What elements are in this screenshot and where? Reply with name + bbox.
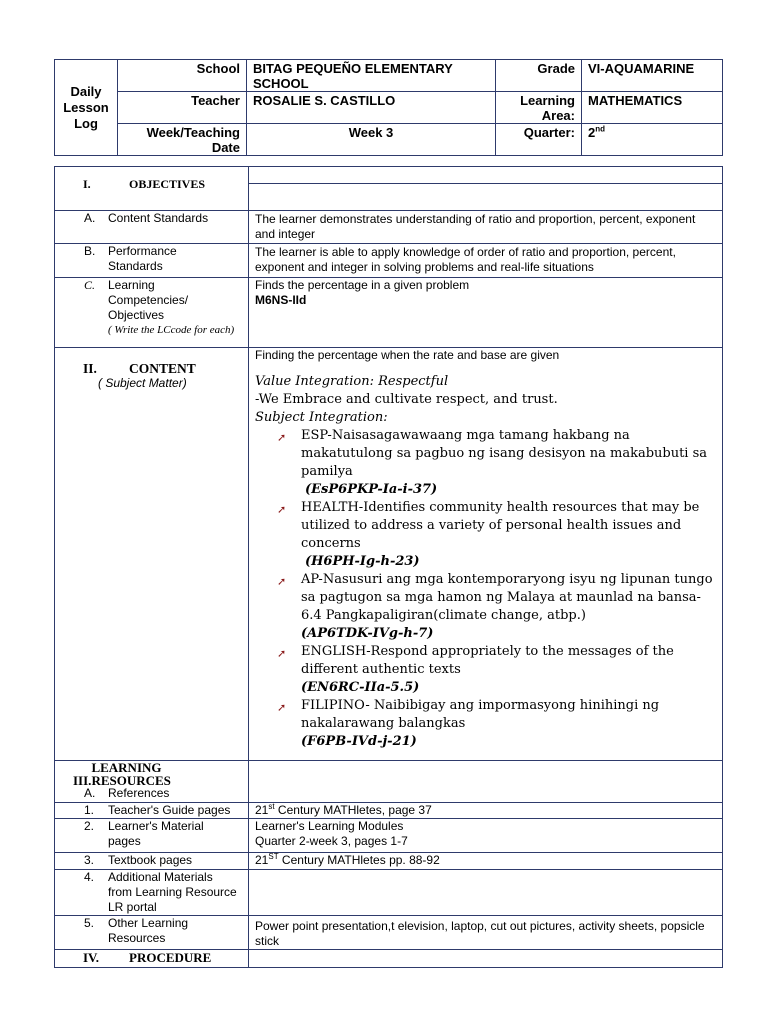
content-standards-text: The learner demonstrates understanding of ratio and proportion, percent, exponent and integer — [249, 211, 723, 244]
learners-material-number: 2. — [84, 819, 95, 833]
content-number: II. — [83, 361, 97, 376]
teachers-guide-title: Teacher's Guide pages — [108, 803, 231, 817]
textbook-edition: 21 — [255, 853, 269, 867]
list-item — [255, 697, 716, 751]
performance-standards-letter: B. — [84, 244, 96, 258]
header-table — [54, 59, 723, 156]
grade-value: VI-AQUAMARINE — [582, 60, 723, 92]
textbook-number: 3. — [84, 853, 95, 867]
performance-standards-label — [55, 244, 249, 278]
other-resources-number: 5. — [84, 916, 95, 930]
quarter-number: 2 — [588, 125, 596, 140]
competency-text: Finds the percentage in a given problem — [255, 278, 470, 292]
list-item — [255, 427, 716, 499]
references-letter: A. — [84, 786, 96, 800]
learners-material-title: Learner's Material pages — [108, 819, 204, 848]
textbook-title-text: Century MATHletes pp. 88-92 — [278, 853, 440, 867]
textbook-title: Textbook pages — [108, 853, 193, 867]
content-subtitle: ( Subject Matter) — [98, 376, 187, 390]
resources-title: LEARNING RESOURCES — [91, 760, 171, 788]
integration-code: (EN6RC-IIa-5.5) — [301, 680, 420, 695]
textbook-sup: ST — [268, 852, 279, 861]
integration-text: ENGLISH-Respond appropriately to the messages of the different authentic texts — [301, 644, 674, 677]
school-label: School — [118, 60, 247, 92]
arrow-bullet-icon: ➚ — [277, 503, 287, 516]
procedure-heading — [55, 950, 249, 968]
learners-material-line-1: Learner's Learning Modules — [255, 819, 404, 833]
value-integration: Value Integration: Respectful — [255, 374, 449, 389]
teacher-value: ROSALIE S. CASTILLO — [247, 92, 496, 124]
resources-blank — [249, 761, 723, 803]
other-resources-label — [55, 916, 249, 950]
teachers-guide-edition: 21 — [255, 803, 269, 817]
objectives-title: OBJECTIVES — [129, 177, 206, 191]
content-topic: Finding the percentage when the rate and base are given — [255, 348, 560, 362]
value-integration-text: -We Embrace and cultivate respect, and trust. — [255, 392, 558, 407]
learners-material-label — [55, 819, 249, 853]
arrow-bullet-icon: ➚ — [277, 701, 287, 714]
additional-materials-number: 4. — [84, 870, 95, 884]
week-label: Week/Teaching Date — [118, 124, 247, 156]
integration-code: (AP6TDK-IVg-h-7) — [301, 626, 434, 641]
list-item — [255, 571, 716, 643]
teacher-label: Teacher — [118, 92, 247, 124]
performance-standards-text: The learner is able to apply knowledge of order of ratio and proportion, percent, exponent and integer in solving problems and real-life situations — [249, 244, 723, 278]
procedure-title: PROCEDURE — [129, 950, 212, 965]
integration-text: FILIPINO- Naibibigay ang impormasyong hinihingi ng nakalarawang balangkas — [301, 698, 660, 731]
integration-text: HEALTH-Identifies community health resources that may be utilized to address a variety of personal health issues and concerns — [301, 500, 700, 551]
teachers-guide-sup: st — [268, 802, 275, 811]
additional-materials-title: Additional Materials from Learning Resource LR portal — [108, 870, 237, 914]
competencies-cell — [249, 278, 723, 348]
content-standards-title: Content Standards — [108, 211, 209, 225]
quarter-suffix: nd — [595, 124, 606, 134]
content-standards-letter: A. — [84, 211, 96, 225]
references-title: References — [108, 786, 170, 800]
learning-area-value: MATHEMATICS — [582, 92, 723, 124]
subject-integration: Subject Integration: — [255, 410, 388, 425]
quarter-label: Quarter: — [496, 124, 582, 156]
content-heading — [55, 348, 249, 761]
arrow-bullet-icon: ➚ — [277, 431, 287, 444]
competencies-label — [55, 278, 249, 348]
learning-area-label: Learning Area: — [496, 92, 582, 124]
content-title: CONTENT — [129, 361, 196, 376]
additional-materials-label — [55, 870, 249, 916]
performance-standards-title: Performance Standards — [108, 244, 177, 273]
procedure-number: IV. — [83, 950, 100, 965]
objectives-number: I. — [83, 177, 91, 191]
list-item — [255, 643, 716, 697]
teachers-guide-number: 1. — [84, 803, 95, 817]
procedure-blank — [249, 950, 723, 968]
textbook-text — [249, 853, 723, 870]
teachers-guide-label — [55, 803, 249, 819]
objectives-blank-1 — [249, 167, 723, 184]
integration-text: ESP-Naisasagawawaang mga tamang hakbang na makatutulong sa pagbuo ng isang desisyon na makabubuti sa pamilya — [301, 428, 708, 479]
school-value: BITAG PEQUEÑO ELEMENTARY SCHOOL — [247, 60, 496, 92]
quarter-value — [582, 124, 723, 156]
objectives-blank-2 — [249, 184, 723, 211]
content-cell — [249, 348, 723, 761]
dll-line-1: Daily — [70, 84, 102, 99]
grade-label: Grade — [496, 60, 582, 92]
competencies-title: Learning Competencies/ Objectives — [108, 278, 189, 322]
resources-heading — [55, 761, 249, 803]
learners-material-cell — [249, 819, 723, 853]
integration-code: (EsP6PKP-Ia-i-37) — [305, 482, 438, 497]
integration-code: (H6PH-Ig-h-23) — [305, 554, 420, 569]
other-resources-title: Other Learning Resources — [108, 916, 189, 945]
content-standards-label — [55, 211, 249, 244]
resources-number: III. — [73, 773, 92, 788]
arrow-bullet-icon: ➚ — [277, 647, 287, 660]
week-value: Week 3 — [247, 124, 496, 156]
teachers-guide-text — [249, 803, 723, 819]
teachers-guide-title-text: Century MATHletes, page 37 — [274, 803, 432, 817]
textbook-label — [55, 853, 249, 870]
other-resources-text: Power point presentation,t elevision, laptop, cut out pictures, activity sheets, popsicle stick — [249, 916, 723, 950]
competencies-note: ( Write the LCcode for each) — [108, 324, 235, 336]
additional-materials-blank — [249, 870, 723, 916]
competencies-letter: C. — [84, 278, 96, 292]
objectives-heading — [55, 167, 249, 211]
integration-code: (F6PB-IVd-j-21) — [301, 734, 417, 749]
arrow-bullet-icon: ➚ — [277, 575, 287, 588]
list-item — [255, 499, 716, 571]
integration-text: AP-Nasusuri ang mga kontemporaryong isyu ng lipunan tungo sa pagtugon sa mga hamon ng Malaya at maunlad na bansa-6.4 Pangkapaligiran(climate change, atbp.) — [301, 572, 713, 623]
competency-code: M6NS-IId — [255, 293, 307, 307]
learners-material-line-2: Quarter 2-week 3, pages 1-7 — [255, 834, 408, 848]
dll-line-2: Lesson — [63, 100, 109, 115]
lesson-table — [54, 166, 723, 968]
dll-title — [55, 60, 118, 156]
dll-line-3: Log — [74, 116, 98, 131]
